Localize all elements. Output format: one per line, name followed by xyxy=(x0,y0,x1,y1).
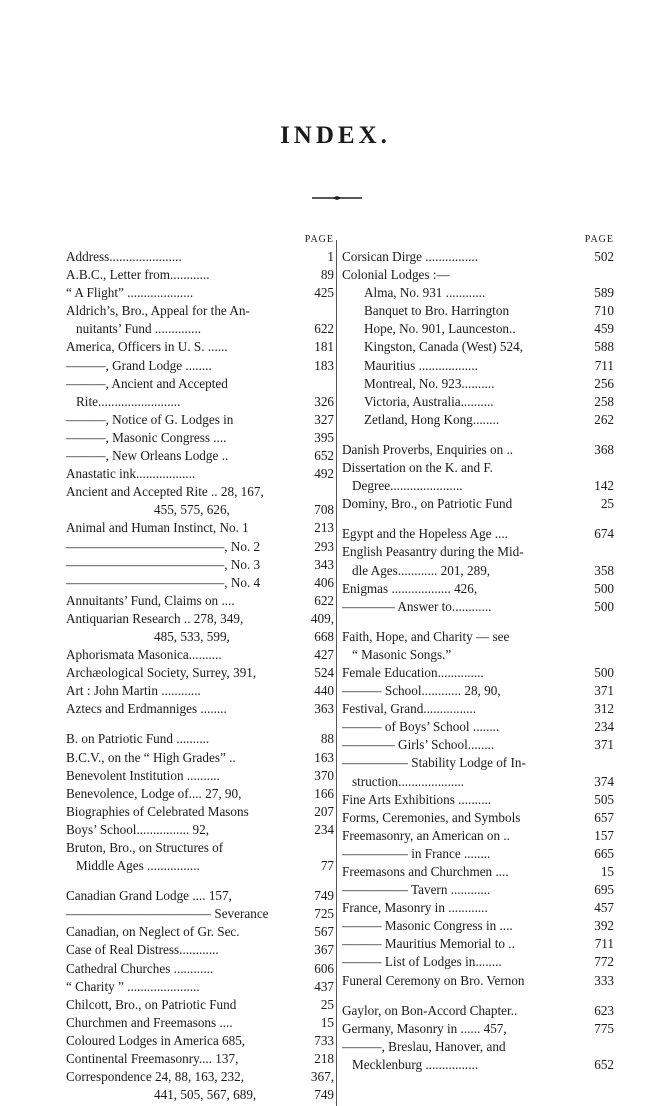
index-entry xyxy=(66,646,334,664)
entry-page-number: 234 xyxy=(314,821,334,837)
entry-page-number: 234 xyxy=(594,719,614,735)
entry-text: ——— Mauritius Memorial to .. xyxy=(342,936,515,952)
index-entry xyxy=(66,821,334,839)
entry-page-number: 749 xyxy=(314,1087,334,1103)
entry-page-number: 500 xyxy=(594,598,614,614)
index-entry xyxy=(66,266,334,284)
index-entry xyxy=(66,1068,334,1086)
entry-text: struction.................... xyxy=(352,773,465,789)
entry-text: ——— List of Lodges in........ xyxy=(342,954,502,970)
entry-text: Chilcott, Bro., on Patriotic Fund xyxy=(66,996,237,1012)
entry-page-number: 1 xyxy=(327,249,334,264)
page-title: INDEX. xyxy=(280,122,391,149)
index-entry xyxy=(342,773,614,791)
index-entry xyxy=(342,266,614,284)
index-column-right xyxy=(342,234,614,1074)
entry-text: B.C.V., on the “ High Grades” .. xyxy=(66,749,236,765)
index-entry xyxy=(66,785,334,803)
index-entry xyxy=(342,628,614,646)
entry-text: Mauritius .................. xyxy=(364,357,478,373)
entry-text: ———— Girls’ School........ xyxy=(342,737,495,753)
entry-page-number: 725 xyxy=(314,906,334,922)
index-entry xyxy=(66,1086,334,1104)
entry-text: Canadian Grand Lodge .... 157, xyxy=(66,888,232,904)
entry-text: Coloured Lodges in America 685, xyxy=(66,1032,246,1048)
entry-text: ———, Breslau, Hanover, and xyxy=(342,1038,506,1054)
index-entries-right xyxy=(342,248,614,1074)
index-entry xyxy=(66,803,334,821)
entry-page-number: 327 xyxy=(314,411,334,427)
entry-text: dle Ages............ 201, 289, xyxy=(352,562,491,578)
entry-text: France, Masonry in ............ xyxy=(342,900,488,916)
entry-page-number: 427 xyxy=(314,647,334,663)
entry-page-number: 772 xyxy=(594,954,614,970)
entry-page-number: 218 xyxy=(314,1051,334,1067)
entry-text: Gaylor, on Bon-Accord Chapter.. xyxy=(342,1002,518,1018)
entry-text: Annuitants’ Fund, Claims on .... xyxy=(66,592,235,608)
index-column-left xyxy=(66,234,334,1104)
index-entry xyxy=(66,538,334,556)
index-entry xyxy=(342,1056,614,1074)
index-entry xyxy=(66,574,334,592)
entry-text: Dissertation on the K. and F. xyxy=(342,460,493,476)
entry-page-number: 500 xyxy=(594,580,614,596)
entry-page-number: 367 xyxy=(314,942,334,958)
entry-page-number: 181 xyxy=(314,339,334,355)
entry-text: Freemasonry, an American on .. xyxy=(342,827,510,843)
entry-page-number: 500 xyxy=(594,664,614,680)
index-entry xyxy=(66,429,334,447)
index-entry xyxy=(342,700,614,718)
index-entry xyxy=(66,730,334,748)
section-gap xyxy=(342,616,614,628)
index-entry xyxy=(66,610,334,628)
entry-page-number: 733 xyxy=(314,1032,334,1048)
entry-page-number: 622 xyxy=(314,321,334,337)
entry-text: Kingston, Canada (West) 524, xyxy=(364,339,523,355)
index-entry xyxy=(342,543,614,561)
section-gap xyxy=(342,990,614,1002)
entry-text: “ Charity ” ...................... xyxy=(66,978,200,994)
entry-page-number: 652 xyxy=(314,448,334,464)
index-entry xyxy=(342,357,614,375)
entry-text: “ A Flight” .................... xyxy=(66,285,194,301)
entry-text: Female Education.............. xyxy=(342,664,484,680)
entry-text: Cathedral Churches ............ xyxy=(66,960,214,976)
entry-page-number: 333 xyxy=(594,972,614,988)
index-entry xyxy=(342,718,614,736)
entry-text: 455, 575, 626, xyxy=(154,502,230,518)
entry-page-number: 695 xyxy=(594,882,614,898)
index-entry xyxy=(66,941,334,959)
index-entry xyxy=(342,664,614,682)
index-entry xyxy=(342,899,614,917)
entry-text: Art : John Martin ............ xyxy=(66,683,201,699)
index-entry xyxy=(66,284,334,302)
entry-page-number: 258 xyxy=(594,393,614,409)
entry-text: ————————————, No. 4 xyxy=(66,574,261,590)
entry-text: Correspondence 24, 88, 163, 232, xyxy=(66,1069,244,1085)
section-gap xyxy=(66,718,334,730)
index-entry xyxy=(342,375,614,393)
entry-text: B. on Patriotic Fund .......... xyxy=(66,731,210,747)
index-entry xyxy=(342,754,614,772)
ornament-divider xyxy=(312,196,362,200)
index-entry xyxy=(66,1050,334,1068)
entry-page-number: 409, xyxy=(310,610,334,626)
entry-text: Aphorismata Masonica.......... xyxy=(66,647,222,663)
page-column-label: PAGE xyxy=(584,234,614,245)
entry-page-number: 163 xyxy=(314,749,334,765)
index-entry xyxy=(66,519,334,537)
entry-text: Alma, No. 931 ............ xyxy=(364,285,486,301)
entry-text: ———, Notice of G. Lodges in xyxy=(66,411,234,427)
index-entry xyxy=(66,592,334,610)
entry-text: Montreal, No. 923.......... xyxy=(364,375,495,391)
entry-page-number: 15 xyxy=(600,864,614,879)
index-entry xyxy=(342,495,614,513)
entry-text: Antiquarian Research .. 278, 349, xyxy=(66,610,244,626)
entry-text: Danish Proverbs, Enquiries on .. xyxy=(342,441,514,457)
column-divider xyxy=(336,240,337,1106)
entry-text: Rite......................... xyxy=(76,393,181,409)
index-entry xyxy=(66,556,334,574)
entry-page-number: 395 xyxy=(314,429,334,445)
entry-page-number: 358 xyxy=(594,562,614,578)
index-entry xyxy=(342,302,614,320)
entry-page-number: 368 xyxy=(594,441,614,457)
entry-text: Anastatic ink.................. xyxy=(66,466,196,482)
entry-text: Bruton, Bro., on Structures of xyxy=(66,840,224,855)
index-entry xyxy=(66,839,334,857)
entry-page-number: 622 xyxy=(314,592,334,608)
index-entry xyxy=(66,700,334,718)
entry-page-number: 374 xyxy=(594,773,614,789)
entry-page-number: 459 xyxy=(594,321,614,337)
entry-page-number: 371 xyxy=(594,737,614,753)
entry-page-number: 457 xyxy=(594,900,614,916)
entry-text: ————— Stability Lodge of In- xyxy=(342,755,526,771)
entry-page-number: 588 xyxy=(594,339,614,355)
index-entry xyxy=(66,483,334,501)
index-entry xyxy=(66,664,334,682)
entry-page-number: 668 xyxy=(314,628,334,644)
index-entry xyxy=(66,960,334,978)
entry-page-number: 623 xyxy=(594,1002,614,1018)
page-column-label: PAGE xyxy=(304,234,334,245)
index-entry xyxy=(342,598,614,616)
entry-text: America, Officers in U. S. ...... xyxy=(66,339,228,355)
entry-page-number: 589 xyxy=(594,285,614,301)
index-entry xyxy=(66,628,334,646)
entry-text: ———, Masonic Congress .... xyxy=(66,429,227,445)
entry-text: Churchmen and Freemasons .... xyxy=(66,1014,233,1030)
entry-text: ———, Ancient and Accepted xyxy=(66,375,228,391)
index-entry xyxy=(66,411,334,429)
entry-page-number: 437 xyxy=(314,978,334,994)
entry-page-number: 213 xyxy=(314,520,334,536)
entry-text: Case of Real Distress............ xyxy=(66,942,219,958)
index-entry xyxy=(342,338,614,356)
entry-text: Forms, Ceremonies, and Symbols xyxy=(342,809,521,825)
index-entry xyxy=(342,284,614,302)
entry-text: Corsican Dirge ................ xyxy=(342,249,479,264)
section-gap xyxy=(342,513,614,525)
entry-text: Fine Arts Exhibitions .......... xyxy=(342,791,492,807)
entry-text: Canadian, on Neglect of Gr. Sec. xyxy=(66,924,240,940)
entry-text: Egypt and the Hopeless Age .... xyxy=(342,526,508,542)
index-entry xyxy=(342,562,614,580)
index-entry xyxy=(66,465,334,483)
entry-text: Ancient and Accepted Rite .. 28, 167, xyxy=(66,484,264,500)
entry-page-number: 708 xyxy=(314,502,334,518)
entry-text: Germany, Masonry in ...... 457, xyxy=(342,1020,507,1036)
index-entry xyxy=(66,857,334,875)
entry-page-number: 502 xyxy=(594,249,614,264)
entry-page-number: 567 xyxy=(314,924,334,940)
entry-text: Zetland, Hong Kong........ xyxy=(364,411,500,427)
entry-page-number: 142 xyxy=(594,478,614,494)
entry-text: Middle Ages ................ xyxy=(76,858,200,874)
entry-page-number: 256 xyxy=(594,375,614,391)
entry-page-number: 293 xyxy=(314,538,334,554)
index-entry xyxy=(342,441,614,459)
entry-page-number: 183 xyxy=(314,357,334,373)
entry-page-number: 312 xyxy=(594,701,614,717)
entry-page-number: 657 xyxy=(594,809,614,825)
section-gap xyxy=(342,429,614,441)
entry-text: Faith, Hope, and Charity — see xyxy=(342,628,510,644)
entry-page-number: 492 xyxy=(314,466,334,482)
index-entry xyxy=(342,736,614,754)
entry-page-number: 749 xyxy=(314,888,334,904)
entry-page-number: 524 xyxy=(314,665,334,681)
entry-text: Benevolence, Lodge of.... 27, 90, xyxy=(66,785,242,801)
entry-page-number: 710 xyxy=(594,303,614,319)
index-entry xyxy=(342,459,614,477)
entry-page-number: 25 xyxy=(600,496,614,512)
index-entry xyxy=(66,682,334,700)
entry-text: Colonial Lodges :— xyxy=(342,267,450,283)
entry-text: ————— in France ........ xyxy=(342,845,491,861)
index-entry xyxy=(342,953,614,971)
index-entry xyxy=(66,338,334,356)
entry-text: Victoria, Australia.......... xyxy=(364,393,494,409)
entry-page-number: 440 xyxy=(314,683,334,699)
entry-text: Address...................... xyxy=(66,249,182,264)
index-entry xyxy=(342,972,614,990)
entry-text: Benevolent Institution .......... xyxy=(66,767,220,783)
index-entry xyxy=(66,302,334,320)
index-entry xyxy=(66,923,334,941)
index-entry xyxy=(66,375,334,393)
entry-page-number: 425 xyxy=(314,285,334,301)
entry-text: Funeral Ceremony on Bro. Vernon xyxy=(342,972,525,988)
section-gap xyxy=(66,875,334,887)
entry-text: Biographies of Celebrated Masons xyxy=(66,803,249,819)
index-entry xyxy=(66,1032,334,1050)
entry-text: 441, 505, 567, 689, xyxy=(154,1087,257,1103)
entry-page-number: 665 xyxy=(594,845,614,861)
entry-page-number: 88 xyxy=(320,731,334,747)
entry-text: Banquet to Bro. Harrington xyxy=(364,303,510,319)
entry-text: ———, Grand Lodge ........ xyxy=(66,357,212,373)
index-entry xyxy=(342,1020,614,1038)
entry-page-number: 343 xyxy=(314,556,334,572)
entry-page-number: 363 xyxy=(314,701,334,717)
index-entry xyxy=(342,935,614,953)
entry-text: ——————————— Severance xyxy=(66,906,269,922)
entry-text: “ Masonic Songs.” xyxy=(352,646,452,662)
index-entry xyxy=(342,580,614,598)
entry-page-number: 77 xyxy=(320,858,334,874)
index-entry xyxy=(342,525,614,543)
index-entry xyxy=(66,357,334,375)
entry-text: Degree...................... xyxy=(352,478,463,494)
index-entry xyxy=(342,682,614,700)
entry-page-number: 166 xyxy=(314,785,334,801)
entry-page-number: 711 xyxy=(594,936,614,952)
index-entry xyxy=(66,1014,334,1032)
index-entry xyxy=(342,477,614,495)
index-entry xyxy=(342,791,614,809)
index-entry xyxy=(66,978,334,996)
entry-text: Animal and Human Instinct, No. 1 xyxy=(66,520,249,536)
entry-text: Archæological Society, Surrey, 391, xyxy=(66,665,257,681)
entry-text: A.B.C., Letter from............ xyxy=(66,267,210,283)
index-entry xyxy=(342,646,614,664)
index-entry xyxy=(342,1038,614,1056)
entry-text: ———, New Orleans Lodge .. xyxy=(66,448,229,464)
entry-text: Mecklenburg ................ xyxy=(352,1056,479,1072)
entry-text: Enigmas .................. 426, xyxy=(342,580,478,596)
index-entry xyxy=(66,749,334,767)
entry-text: Boys’ School................ 92, xyxy=(66,821,209,837)
entry-page-number: 652 xyxy=(594,1056,614,1072)
entry-page-number: 775 xyxy=(594,1020,614,1036)
index-entry xyxy=(342,917,614,935)
entry-text: ——— School............ 28, 90, xyxy=(342,683,501,699)
index-entry xyxy=(342,1002,614,1020)
entry-page-number: 262 xyxy=(594,411,614,427)
index-entry xyxy=(342,809,614,827)
index-entry xyxy=(342,845,614,863)
index-entry xyxy=(342,411,614,429)
entry-text: ———— Answer to............ xyxy=(342,598,492,614)
index-entry xyxy=(342,393,614,411)
entry-page-number: 370 xyxy=(314,767,334,783)
entry-text: Continental Freemasonry.... 137, xyxy=(66,1051,239,1067)
entry-text: ————— Tavern ............ xyxy=(342,882,491,898)
entry-page-number: 326 xyxy=(314,393,334,409)
index-entry xyxy=(66,393,334,411)
entry-page-number: 606 xyxy=(314,960,334,976)
index-entry xyxy=(342,827,614,845)
entry-text: Hope, No. 901, Launceston.. xyxy=(364,321,516,337)
entry-page-number: 15 xyxy=(320,1014,334,1030)
entry-page-number: 371 xyxy=(594,683,614,699)
entry-text: Aldrich’s, Bro., Appeal for the An- xyxy=(66,303,250,319)
index-entry xyxy=(66,501,334,519)
entry-text: Festival, Grand................ xyxy=(342,701,477,717)
index-entry xyxy=(66,996,334,1014)
entry-text: ——— of Boys’ School ........ xyxy=(342,719,500,735)
index-entry xyxy=(66,248,334,266)
index-entries-left xyxy=(66,248,334,1104)
index-entry xyxy=(66,447,334,465)
entry-page-number: 367, xyxy=(310,1069,334,1085)
entry-page-number: 505 xyxy=(594,791,614,807)
entry-text: Freemasons and Churchmen .... xyxy=(342,864,509,879)
entry-text: Dominy, Bro., on Patriotic Fund xyxy=(342,496,513,512)
index-entry xyxy=(66,320,334,338)
index-entry xyxy=(342,863,614,881)
entry-page-number: 711 xyxy=(594,357,614,373)
index-entry xyxy=(66,767,334,785)
entry-text: Aztecs and Erdmanniges ........ xyxy=(66,701,227,717)
entry-page-number: 207 xyxy=(314,803,334,819)
index-entry xyxy=(66,887,334,905)
index-entry xyxy=(342,248,614,266)
entry-text: English Peasantry during the Mid- xyxy=(342,544,524,560)
entry-page-number: 406 xyxy=(314,574,334,590)
entry-text: ————————————, No. 3 xyxy=(66,556,261,572)
entry-page-number: 392 xyxy=(594,918,614,934)
entry-text: ——— Masonic Congress in .... xyxy=(342,918,513,934)
entry-text: nuitants’ Fund .............. xyxy=(76,321,202,337)
index-entry xyxy=(342,881,614,899)
entry-page-number: 89 xyxy=(320,267,334,283)
entry-page-number: 674 xyxy=(594,526,614,542)
entry-text: 485, 533, 599, xyxy=(154,628,230,644)
index-entry xyxy=(66,905,334,923)
entry-text: ————————————, No. 2 xyxy=(66,538,261,554)
index-entry xyxy=(342,320,614,338)
entry-page-number: 25 xyxy=(320,996,334,1012)
entry-page-number: 157 xyxy=(594,827,614,843)
